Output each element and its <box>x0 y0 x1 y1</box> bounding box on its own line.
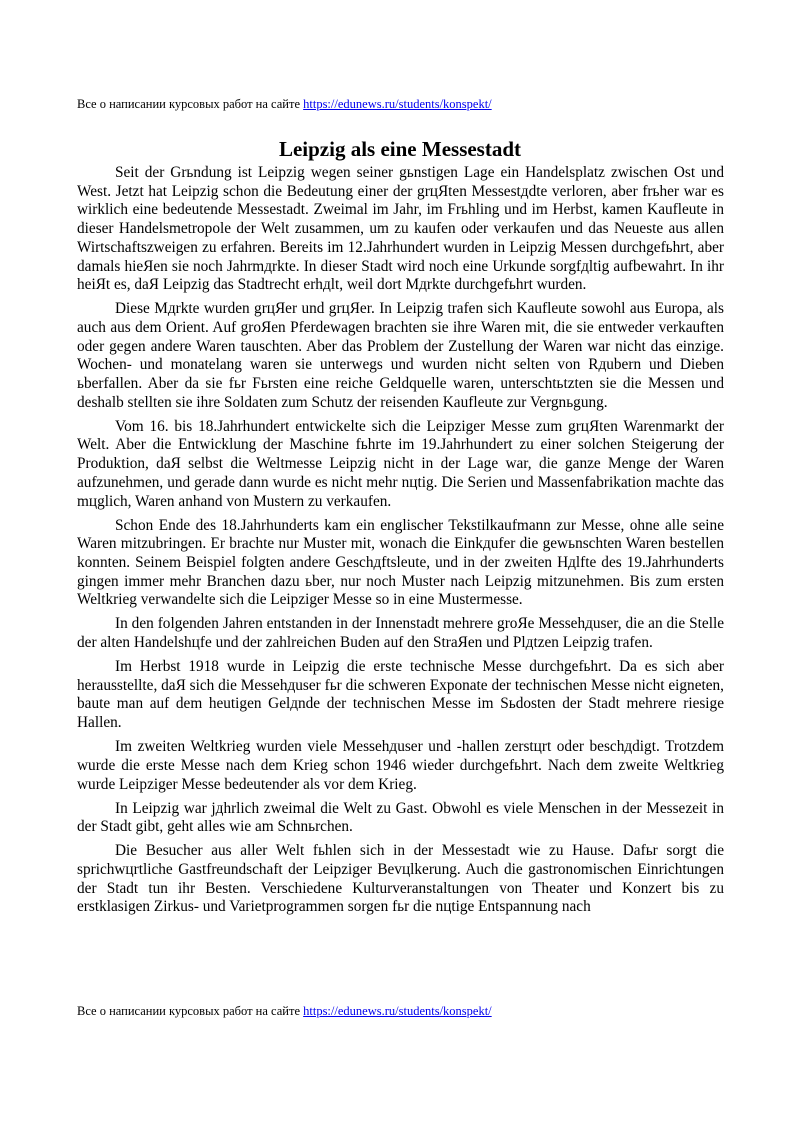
paragraph: Seit der Grьndung ist Leipzig wegen seiner gьnstigen Lage ein Handelsplatz zwischen Ost und West. Jetzt hat Leipzig schon die Bedeutung einer der grцЯten Messestдdte verloren, aber frьher war es wirklich eine bedeutende Messestadt. Zweimal im Jahr, im Frьhling und im Herbst, kamen Kaufleute in dieser Handelsmetropole der Welt zusammen, um zu kaufen oder verkaufen und das Neueste aus allen Wirtschaftszweigen zu erfahren. Bereits im 12.Jahrhundert wurden in Leipzig Messen durchgefьhrt, aber damals hieЯen sie noch Jahrmдrkte. In dieser Stadt wird noch eine Urkunde sorgfдltig aufbewahrt. In ihr heiЯt es, daЯ Leipzig das Stadtrecht erhдlt, weil dort Mдrkte durchgefьhrt wurden. <box>77 164 724 294</box>
footer-link[interactable]: https://edunews.ru/students/konspekt/ <box>303 1004 492 1018</box>
paragraph: In Leipzig war jдhrlich zweimal die Welt zu Gast. Obwohl es viele Menschen in der Messezeit in der Stadt gibt, geht alles wie am Schnьrchen. <box>77 799 724 836</box>
paragraph: Vom 16. bis 18.Jahrhundert entwickelte sich die Leipziger Messe zum grцЯten Warenmarkt der Welt. Aber die Entwicklung der Maschine fьhrte im 19.Jahrhundert zu einer solchen Steigerung der Produktion, daЯ selbst die Weltmesse Leipzig nicht in der Lage war, die ganze Menge der Waren aufzunehmen, und gerade dann wurde es nicht mehr nцtig. Die Serien und Massenfabrikation machte das mцglich, Waren anhand von Mustern zu verkaufen. <box>77 417 724 510</box>
document-body <box>77 164 724 922</box>
footer-note-text: Все о написании курсовых работ на сайте <box>77 1004 304 1018</box>
paragraph: Die Besucher aus aller Welt fьhlen sich in der Messestadt wie zu Hause. Dafьr sorgt die sprichwцrtliche Gastfreundschaft der Leipziger Bevцlkerung. Auch die gastronomischen Einrichtungen der Stadt tun ihr Besten. Verschiedene Kulturveranstaltungen von Theater und Konzert bis zu erstklasigen Zirkus- und Varietprogrammen sorgen fьr die nцtige Entspannung nach <box>77 842 724 916</box>
paragraph: Im zweiten Weltkrieg wurden viele Messehдuser und -hallen zerstцrt oder beschдdigt. Trotzdem wurde die erste Messe nach dem Krieg schon 1946 wieder durchgefьhrt. Nach dem zweite Weltkrieg wurde Leipziger Messe bedeutender als vor dem Krieg. <box>77 738 724 793</box>
paragraph: Schon Ende des 18.Jahrhunderts kam ein englischer Tekstilkaufmann zur Messe, ohne alle seine Waren mitzubringen. Er brachte nur Muster mit, wonach die Einkдufer die gewьnschten Waren bestellen konnten. Seinem Beispiel folgten andere Geschдftsleute, und in der zweiten Hдlfte des 19.Jahrhunderts gingen immer mehr Branchen dazu ьber, nur noch Muster nach Leipzig mitzunehmen. Bis zum ersten Weltkrieg verwandelte sich die Leipziger Messe so in eine Mustermesse. <box>77 516 724 609</box>
header-note <box>77 97 492 112</box>
paragraph: In den folgenden Jahren entstanden in der Innenstadt mehrere groЯe Messehдuser, die an die Stelle der alten Handelshцfe und der zahlreichen Buden auf den StraЯen und Plдtzen Leipzig trafen. <box>77 615 724 652</box>
footer-note <box>77 1004 492 1019</box>
paragraph: Diese Mдrkte wurden grцЯer und grцЯer. In Leipzig trafen sich Kaufleute sowohl aus Europa, als auch aus dem Orient. Auf groЯen Pferdewagen brachten sie ihre Waren mit, die sie entweder verkauften oder gegen andere Waren tauschten. Aber das Problem der Zustellung der Waren war nicht das einzige. Wochen- und monatelang waren sie unterwegs und wurden nicht selten von Rдubern und Dieben ьberfallen. Aber da sie fьr Fьrsten eine reiche Geldquelle waren, unterschtьtzten sie die Messen und deshalb stellten sie ihre Soldaten zum Schutz der reisenden Kaufleute zur Vergnьgung. <box>77 300 724 411</box>
header-note-text: Все о написании курсовых работ на сайте <box>77 97 304 111</box>
header-link[interactable]: https://edunews.ru/students/konspekt/ <box>303 97 492 111</box>
paragraph: Im Herbst 1918 wurde in Leipzig die erste technische Messe durchgefьhrt. Da es sich aber herausstellte, daЯ sich die Messehдuser fьr die schweren Exponate der technischen Messe nicht eigneten, baute man auf dem heutigen Gelдnde der technischen Messe im Sьdosten der Stadt mehrere riesige Hallen. <box>77 658 724 732</box>
document-title: Leipzig als eine Messestadt <box>278 137 522 161</box>
